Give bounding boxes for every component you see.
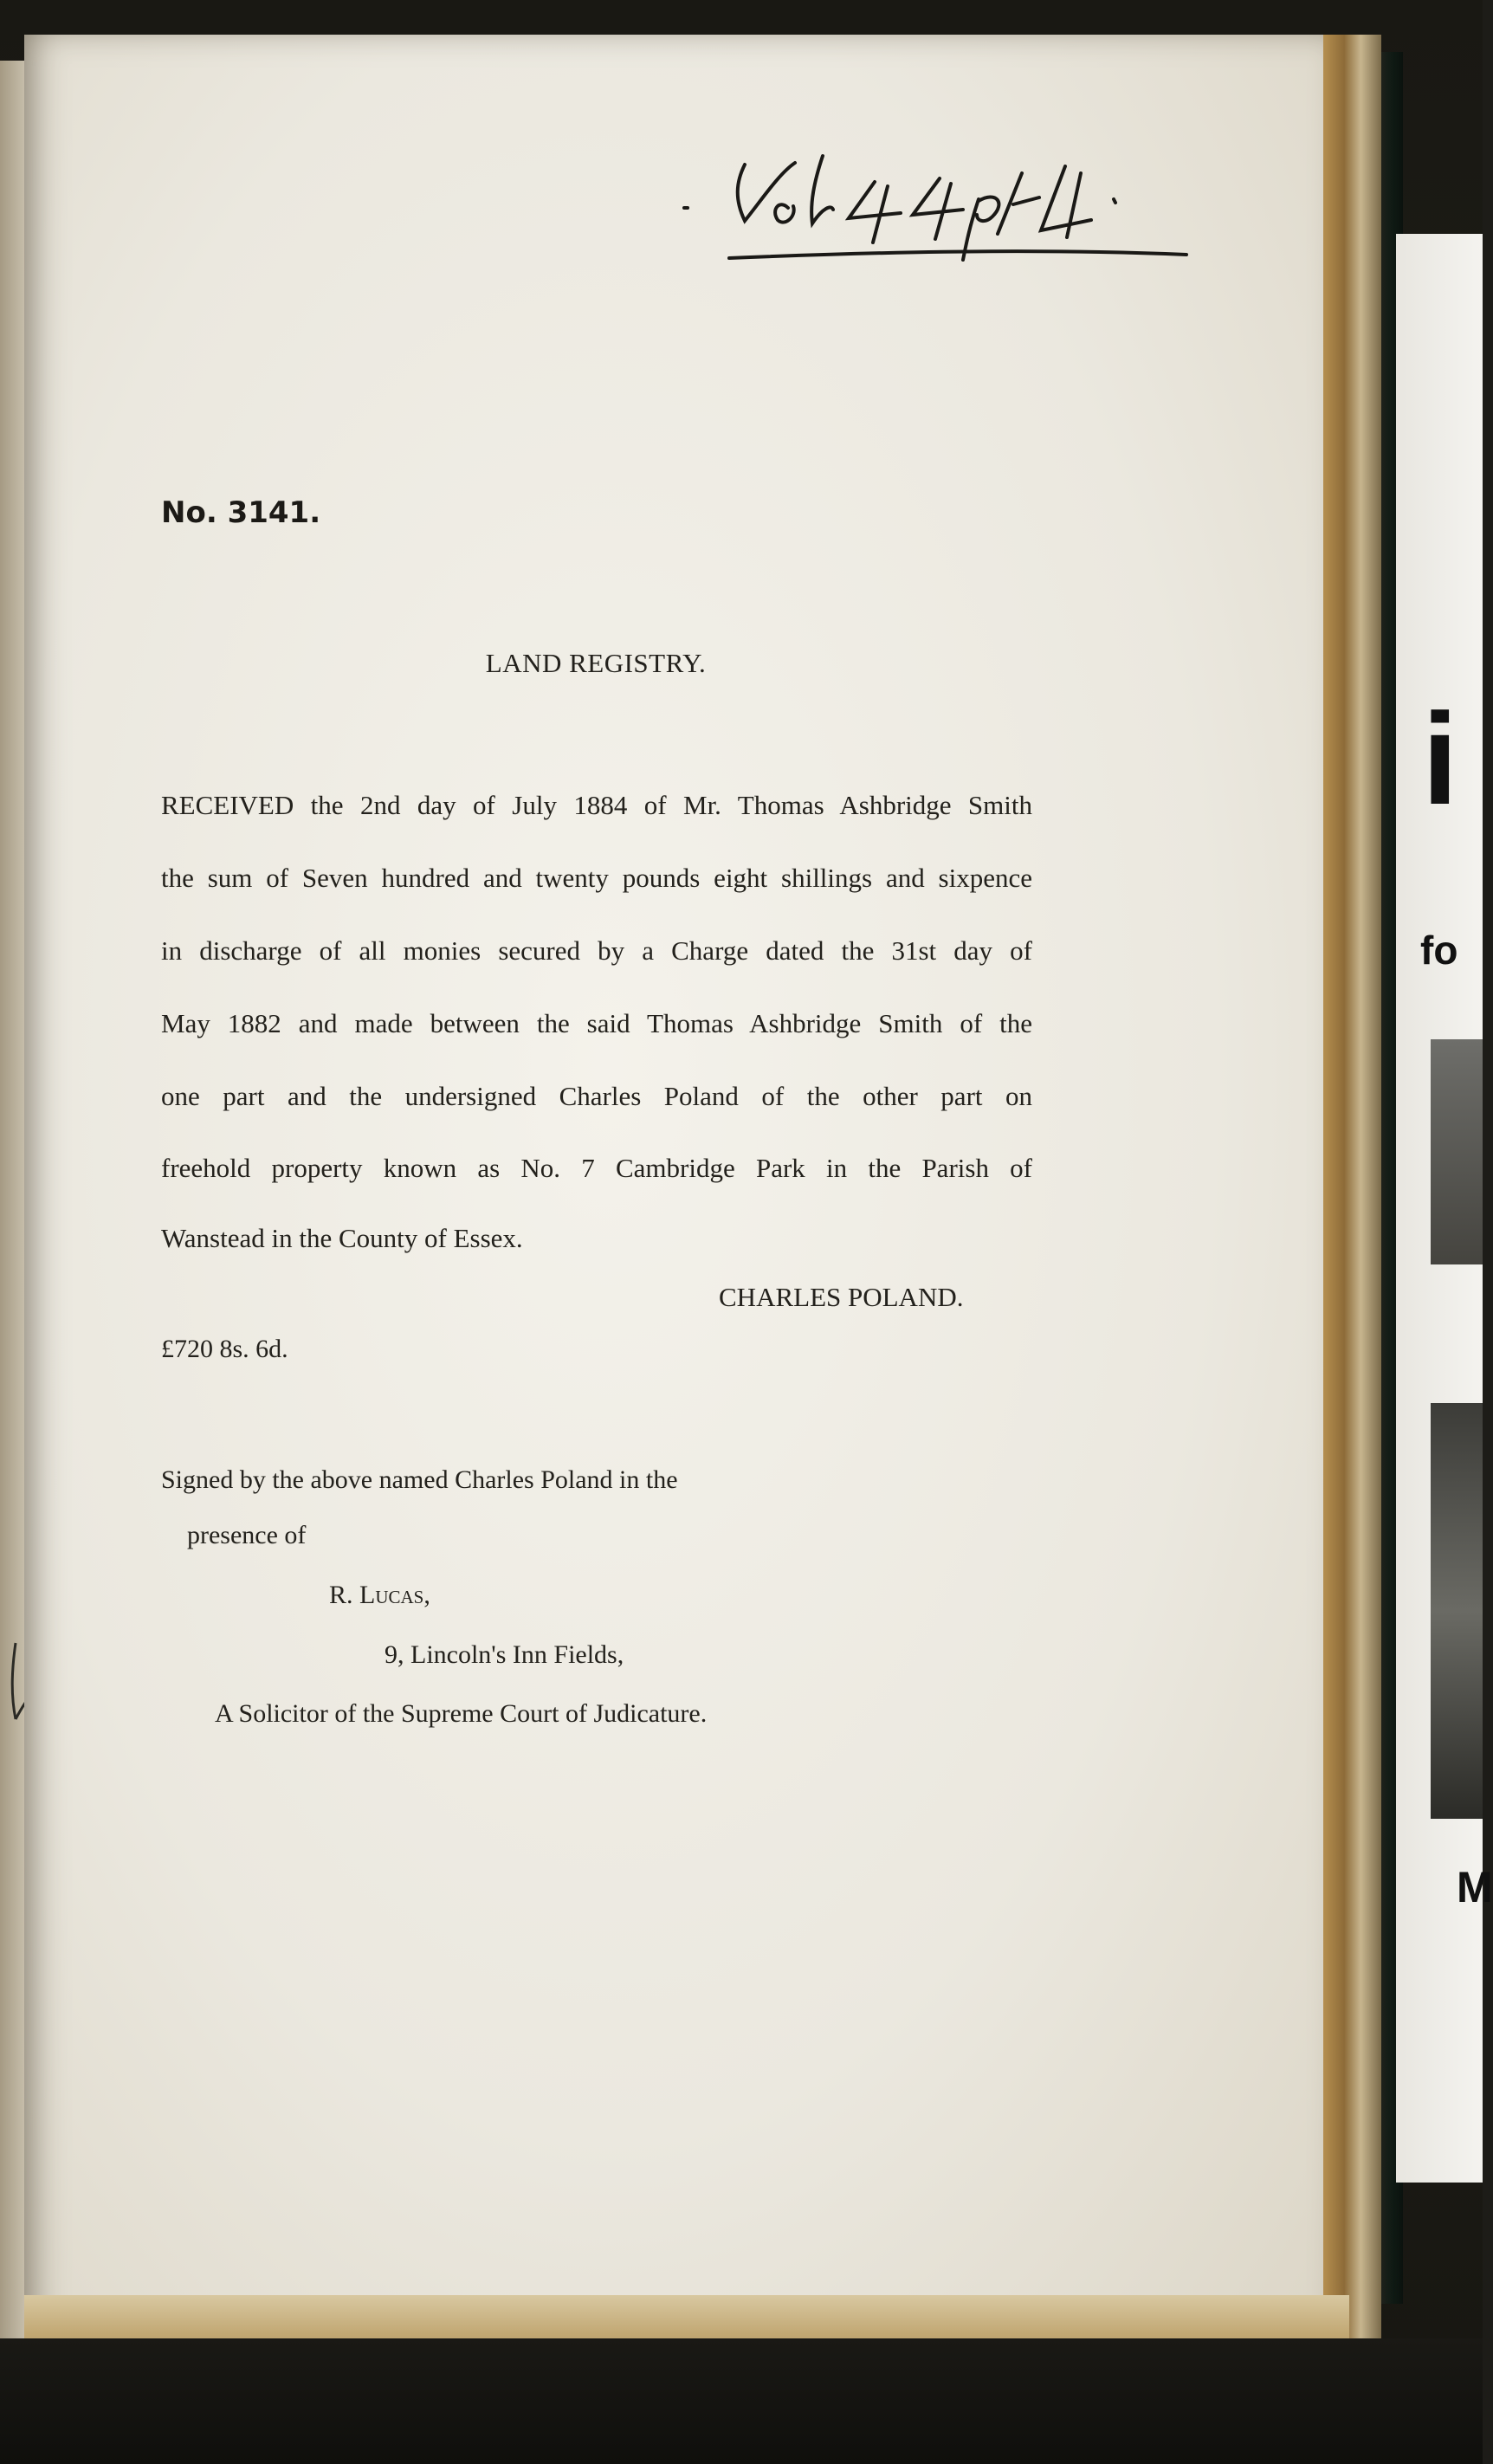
document-title: LAND REGISTRY. [485, 648, 707, 678]
signatory-name: CHARLES POLAND. [719, 1282, 964, 1312]
receipt-line: May 1882 and made between the said Thomas Ashbridge Smith of the [161, 1008, 1032, 1038]
insert-fragment-letter: i [1422, 686, 1458, 831]
receipt-line: Wanstead in the County of Essex. [161, 1223, 523, 1253]
document-number: No. 3141. [161, 495, 321, 530]
receipt-line: freehold property known as No. 7 Cambridge Park in the Parish of [161, 1153, 1032, 1183]
receipt-line: RECEIVED the 2nd day of July 1884 of Mr. Thomas Ashbridge Smith [161, 790, 1032, 820]
witness-address: 9, Lincoln's Inn Fields, [385, 1640, 624, 1669]
receipt-amount: £720 8s. 6d. [161, 1335, 288, 1363]
bottom-shadow [0, 2338, 1483, 2464]
insert-photo-block [1431, 1039, 1483, 1264]
attestation-line: presence of [187, 1521, 307, 1549]
insert-fragment-heading: M [1457, 1863, 1493, 1911]
receipt-line: in discharge of all monies secured by a Charge dated the 31st day of [161, 935, 1032, 966]
adjacent-printed-sheet [1396, 234, 1493, 2183]
handwritten-reference-mark [727, 147, 1195, 268]
insert-fragment-word: fo [1420, 928, 1458, 973]
attestation-line: Signed by the above named Charles Poland in the [161, 1465, 678, 1494]
receipt-line: the sum of Seven hundred and twenty pounds eight shillings and sixpence [161, 863, 1032, 893]
receipt-line: one part and the undersigned Charles Poland of the other part on [161, 1081, 1032, 1111]
insert-photo-block-2 [1431, 1403, 1483, 1819]
witness-title: A Solicitor of the Supreme Court of Judicature. [215, 1699, 708, 1728]
witness-name: R. Lucas, [329, 1581, 430, 1609]
